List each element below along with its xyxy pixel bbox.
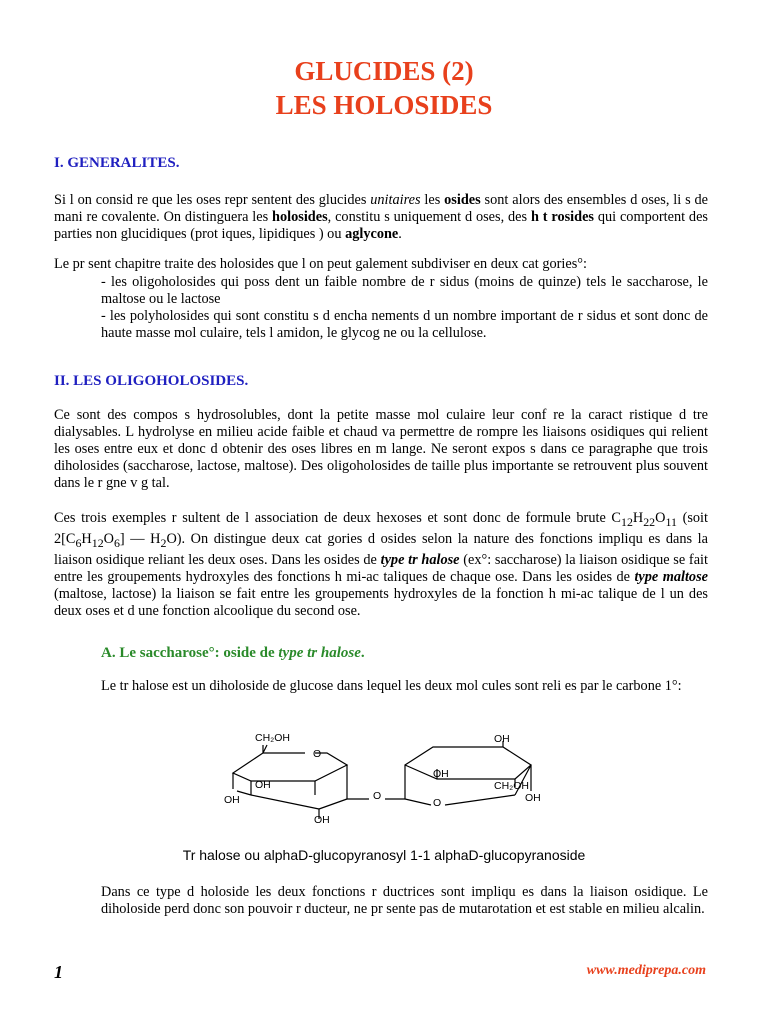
footer-url: www.mediprepa.com: [586, 963, 706, 978]
title-line-2: LES HOLOSIDES: [275, 90, 493, 120]
paragraph-oligoholosides-1: Ce sont des compos s hydrosolubles, dont la petite masse mol culaire leur conf re la caract ristique d tre dialysables. L hydrolyse en milieu acide faible et chaud va permettre de rompre les liaisons osidiques qui relient les oses entre eux et donc d obtenir des oses libres en m lange. Ne seront expos s dans ce paragraphe que trois diholosides (saccharose, lactose, maltose). Des oligoholosides de taille plus importante se retrouvent plus souvent dans le r gne v g tal.: [54, 407, 708, 491]
oh-right-top-label: OH: [494, 733, 510, 745]
paragraph-generalites-1: Si l on consid re que les oses repr sentent des glucides unitaires les osides sont alors des ensembles d oses, li s de mani re covalente. On distinguera les holosides, constitu s uniquement d oses, des h t rosides qui comportent des parties non glucidiques (prot iques, lipidiques ) ou aglycone.: [54, 192, 708, 242]
trehalose-structure-diagram: [215, 725, 555, 835]
paragraph-oligoholosides-2: Ces trois exemples r sultent de l association de deux hexoses et sont donc de formule brute $C_{12}H_{22}O_{11}$ (soit $2[C_6H_{12}O_6]$ — $H_2O$). On distingue deux cat gories d osides selon la nature des fonctions impliqu es dans la liaison osidique reliant les deux oses. Dans les osides de type tr halose (ex°: saccharose) la liaison osidique se fait entre les groupements hydroxyles des fonctions h mi-ac taliques de chaque ose. Dans les osides de type maltose (maltose, lactose) la liaison se fait entre les groupements hydroxyles de la fonction h mi-ac talique de l un des deux oses et d une fonction alcoolique du second ose.: [54, 510, 709, 619]
title-line-1: GLUCIDES (2): [294, 56, 474, 86]
section-heading-generalites: I. GENERALITES.: [54, 155, 180, 171]
diagram-caption: Tr halose ou alphaD-glucopyranosyl 1-1 alphaD-glucopyranoside: [182, 847, 586, 863]
paragraph-trehalose-properties: Dans ce type d holoside les deux fonctions r ductrices sont impliqu es dans la liaison osidique. Le diholoside perd donc son pouvoir r ducteur, ne pr sente pas de mutarotation et est stable en milieu alcalin.: [101, 884, 708, 917]
oh-left-mid-label: OH: [255, 779, 271, 791]
subsection-heading-saccharose: A. Le saccharose°: oside de type tr halose.: [101, 645, 365, 661]
ring-oxygen-left-label: O: [313, 748, 322, 760]
paragraph-generalites-2: Le pr sent chapitre traite des holosides que l on peut galement subdiviser en deux cat gories°:: [54, 256, 587, 272]
ch2oh-right-label: CH₂OH: [494, 780, 529, 792]
page-number: 1: [54, 962, 63, 982]
oh-left-bottom-label: OH: [314, 814, 330, 826]
oh-right-right-label: OH: [525, 792, 541, 804]
ring-oxygen-right-label: O: [433, 797, 442, 809]
list-item-oligoholosides: - les oligoholosides qui poss dent un faible nombre de r sidus (moins de quinze) tels le saccharose, le maltose ou le lactose: [101, 274, 708, 307]
ch2oh-left-label: CH₂OH: [255, 732, 290, 744]
paragraph-trehalose-intro: Le tr halose est un diholoside de glucose dans lequel les deux mol cules sont reli es par le carbone 1°:: [101, 678, 682, 694]
page-title: [0, 54, 768, 122]
oh-right-mid-label: OH: [433, 768, 449, 780]
oh-left-bottom-left-label: OH: [224, 794, 240, 806]
section-heading-oligoholosides: II. LES OLIGOHOLOSIDES.: [54, 373, 249, 389]
bridge-oxygen-label: O: [373, 790, 382, 802]
list-item-polyholosides: - les polyholosides qui sont constitu s d encha nements d un nombre important de r sidus et sont donc de haute masse mol culaire, tels l amidon, le glycog ne ou la cellulose.: [101, 308, 708, 341]
